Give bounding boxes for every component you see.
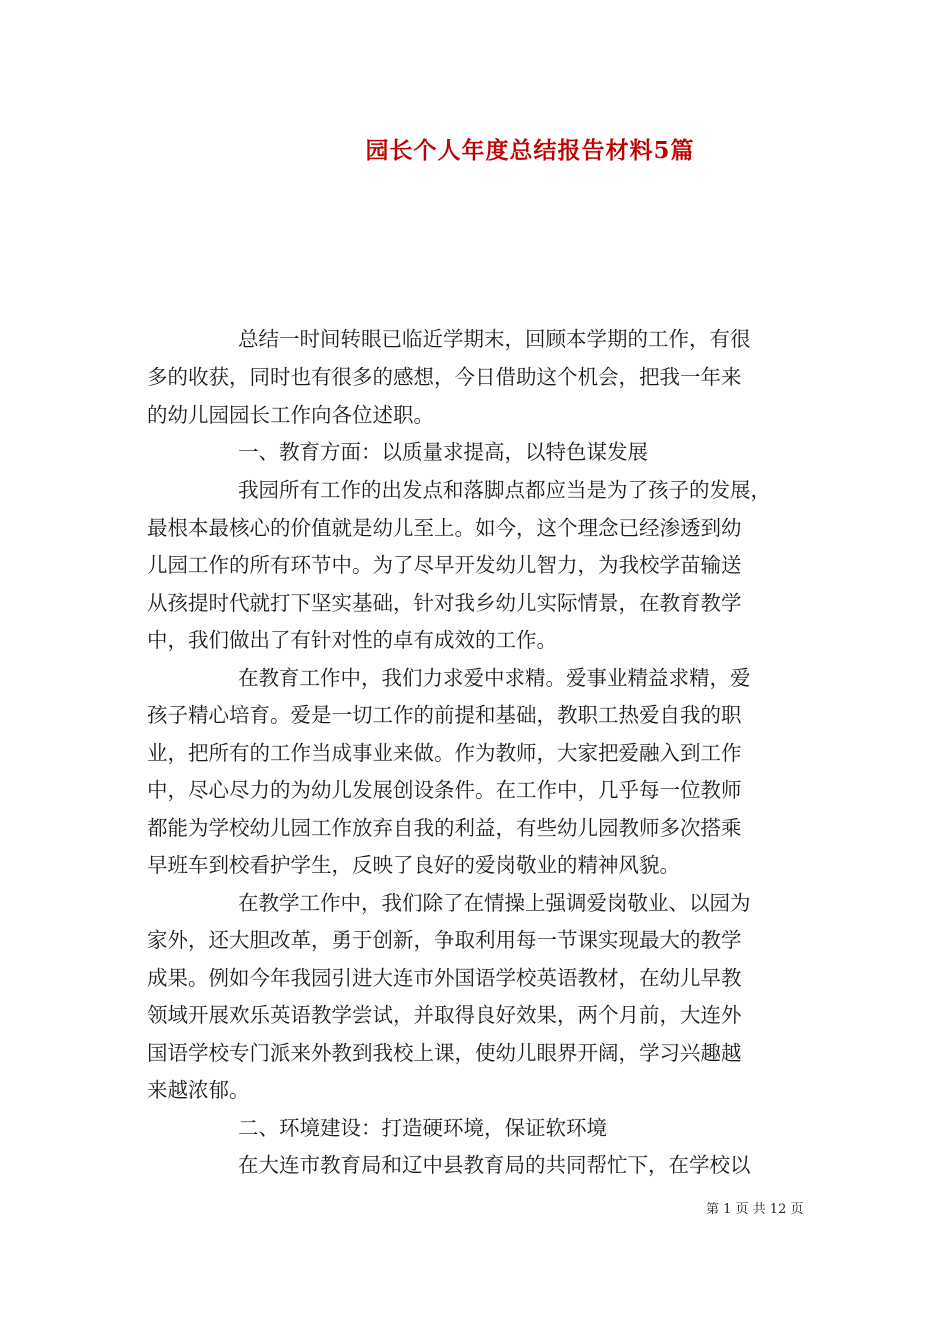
body-line: 在大连市教育局和辽中县教育局的共同帮忙下，在学校以 (238, 1153, 751, 1177)
body-line: 最根本最核心的价值就是幼儿至上。如今，这个理念已经渗透到幼 (147, 516, 742, 540)
body-line: 我园所有工作的出发点和落脚点都应当是为了孩子的发展， (238, 478, 771, 502)
body-line: 在教学工作中，我们除了在情操上强调爱岗敬业、以园为 (238, 891, 751, 915)
body-line: 早班车到校看护学生，反映了良好的爱岗敬业的精神风貌。 (147, 853, 680, 877)
body-line: 都能为学校幼儿园工作放弃自我的利益，有些幼儿园教师多次搭乘 (147, 816, 742, 840)
body-line: 中，尽心尽力的为幼儿发展创设条件。在工作中，几乎每一位教师 (147, 778, 742, 802)
body-line: 业，把所有的工作当成事业来做。作为教师，大家把爱融入到工作 (147, 741, 742, 765)
body-line: 总结一时间转眼已临近学期末，回顾本学期的工作，有很 (238, 327, 751, 351)
body-line: 领域开展欢乐英语教学尝试，并取得良好效果，两个月前，大连外 (147, 1003, 742, 1027)
body-line: 来越浓郁。 (147, 1078, 250, 1102)
body-line: 中，我们做出了有针对性的卓有成效的工作。 (147, 628, 557, 652)
document-title: 园长个人年度总结报告材料5篇 (365, 137, 695, 164)
body-line: 在教育工作中，我们力求爱中求精。爱事业精益求精，爱 (238, 666, 751, 690)
body-line: 儿园工作的所有环节中。为了尽早开发幼儿智力，为我校学苗输送 (147, 553, 742, 577)
body-line: 国语学校专门派来外教到我校上课，使幼儿眼界开阔，学习兴趣越 (147, 1041, 742, 1065)
body-line: 的幼儿园园长工作向各位述职。 (147, 403, 434, 427)
body-line: 家外，还大胆改革，勇于创新，争取利用每一节课实现最大的教学 (147, 928, 742, 952)
body-line: 从孩提时代就打下坚实基础，针对我乡幼儿实际情景，在教育教学 (147, 591, 742, 615)
section-heading: 二、环境建设：打造硬环境，保证软环境 (238, 1116, 607, 1140)
body-line: 成果。例如今年我园引进大连市外国语学校英语教材，在幼儿早教 (147, 966, 742, 990)
page-number-footer: 第 1 页 共 12 页 (706, 1202, 804, 1217)
section-heading: 一、教育方面：以质量求提高，以特色谋发展 (238, 440, 648, 464)
body-line: 孩子精心培育。爱是一切工作的前提和基础，教职工热爱自我的职 (147, 703, 742, 727)
body-line: 多的收获，同时也有很多的感想，今日借助这个机会，把我一年来 (147, 365, 742, 389)
